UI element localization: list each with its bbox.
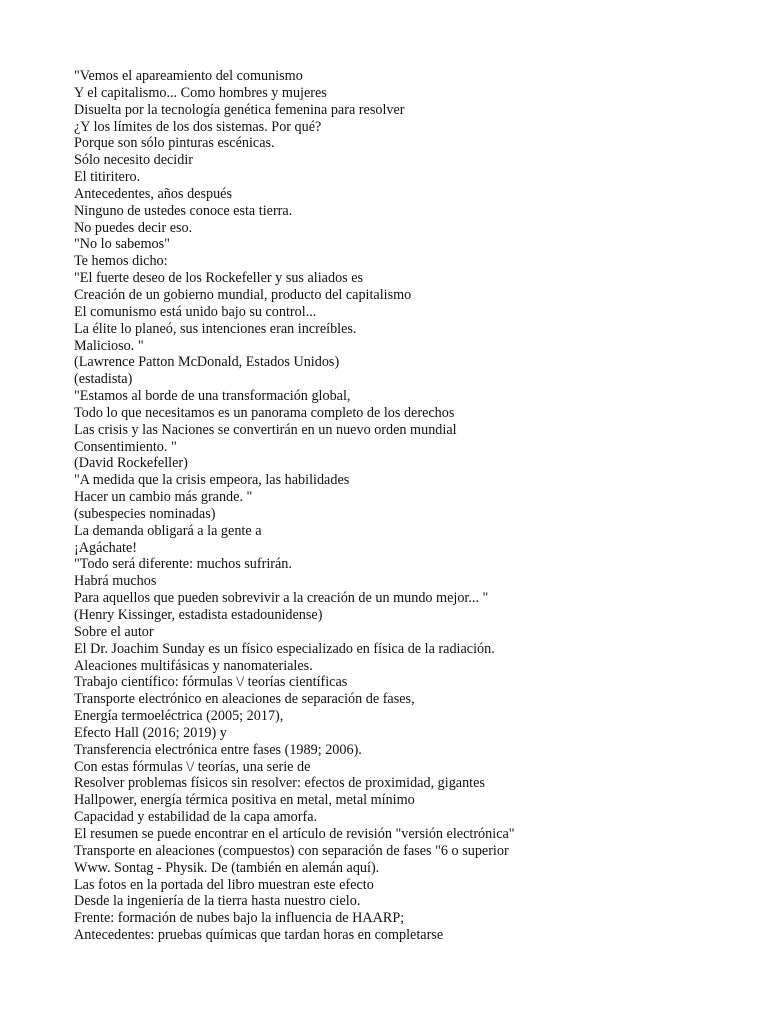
- document-text-block: [74, 68, 734, 944]
- text-line: No puedes decir eso.: [74, 219, 193, 236]
- text-line: Desde la ingeniería de la tierra hasta nuestro cielo.: [74, 893, 361, 910]
- text-line: Disuelta por la tecnología genética femenina para resolver: [74, 101, 405, 118]
- text-line: Y el capitalismo... Como hombres y mujeres: [74, 84, 327, 101]
- text-line: (estadista): [74, 371, 133, 388]
- text-line: Efecto Hall (2016; 2019) y: [74, 724, 227, 741]
- text-line: Hacer un cambio más grande. ": [74, 489, 253, 506]
- text-line: Malicioso. ": [74, 337, 144, 354]
- text-line: Con estas fórmulas \/ teorías, una serie de: [74, 758, 311, 775]
- text-line: El Dr. Joachim Sunday es un físico especializado en física de la radiación.: [74, 640, 495, 657]
- text-line: Te hemos dicho:: [74, 253, 168, 270]
- text-line: Para aquellos que pueden sobrevivir a la creación de un mundo mejor... ": [74, 590, 489, 607]
- text-line: Resolver problemas físicos sin resolver: efectos de proximidad, gigantes: [74, 775, 485, 792]
- text-line: Habrá muchos: [74, 573, 157, 590]
- text-line: Las crisis y las Naciones se convertirán en un nuevo orden mundial: [74, 421, 457, 438]
- text-line: "Vemos el apareamiento del comunismo: [74, 68, 303, 84]
- text-line: El titiritero.: [74, 169, 141, 186]
- text-line: (Henry Kissinger, estadista estadounidense): [74, 607, 323, 623]
- text-line: Creación de un gobierno mundial, producto del capitalismo: [74, 286, 412, 303]
- text-line: Energía termoeléctrica (2005; 2017),: [74, 708, 284, 725]
- text-line: Consentimiento. ": [74, 438, 177, 455]
- text-line: Antecedentes, años después: [74, 185, 232, 202]
- text-line: La demanda obligará a la gente a: [74, 522, 262, 539]
- text-line: Porque son sólo pinturas escénicas.: [74, 135, 275, 152]
- text-line: "Estamos al borde de una transformación global,: [74, 388, 351, 405]
- text-line: "A medida que la crisis empeora, las habilidades: [74, 472, 350, 489]
- text-line: El comunismo está unido bajo su control...: [74, 303, 317, 320]
- text-line: Las fotos en la portada del libro muestran este efecto: [74, 876, 374, 893]
- text-line: (David Rockefeller): [74, 455, 188, 472]
- text-line: Sólo necesito decidir: [74, 152, 193, 169]
- text-line: Transporte electrónico en aleaciones de separación de fases,: [74, 691, 415, 708]
- text-line: Www. Sontag - Physik. De (también en alemán aquí).: [74, 859, 380, 876]
- text-line: La élite lo planeó, sus intenciones eran increíbles.: [74, 320, 357, 337]
- text-line: Sobre el autor: [74, 623, 154, 640]
- text-line: ¿Y los límites de los dos sistemas. Por qué?: [74, 118, 322, 135]
- text-line: "No lo sabemos": [74, 236, 170, 253]
- text-line: Frente: formación de nubes bajo la influencia de HAARP;: [74, 910, 405, 927]
- text-line: Transporte en aleaciones (compuestos) con separación de fases "6 o superior: [74, 842, 509, 859]
- text-line: El resumen se puede encontrar en el artículo de revisión "versión electrónica": [74, 825, 515, 842]
- text-line: Ninguno de ustedes conoce esta tierra.: [74, 202, 293, 219]
- text-line: "Todo será diferente: muchos sufrirán.: [74, 556, 292, 573]
- text-line: Transferencia electrónica entre fases (1989; 2006).: [74, 741, 362, 758]
- text-line: (Lawrence Patton McDonald, Estados Unidos): [74, 354, 340, 371]
- text-line: "El fuerte deseo de los Rockefeller y sus aliados es: [74, 270, 364, 287]
- text-line: (subespecies nominadas): [74, 505, 216, 522]
- text-line: Antecedentes: pruebas químicas que tardan horas en completarse: [74, 927, 444, 944]
- text-line: Aleaciones multifásicas y nanomateriales.: [74, 657, 313, 674]
- text-line: ¡Agáchate!: [74, 539, 138, 556]
- text-line: Hallpower, energía térmica positiva en metal, metal mínimo: [74, 792, 415, 809]
- text-line: Capacidad y estabilidad de la capa amorfa.: [74, 809, 318, 826]
- text-line: Todo lo que necesitamos es un panorama completo de los derechos: [74, 404, 455, 421]
- text-line: Trabajo científico: fórmulas \/ teorías científicas: [74, 674, 348, 691]
